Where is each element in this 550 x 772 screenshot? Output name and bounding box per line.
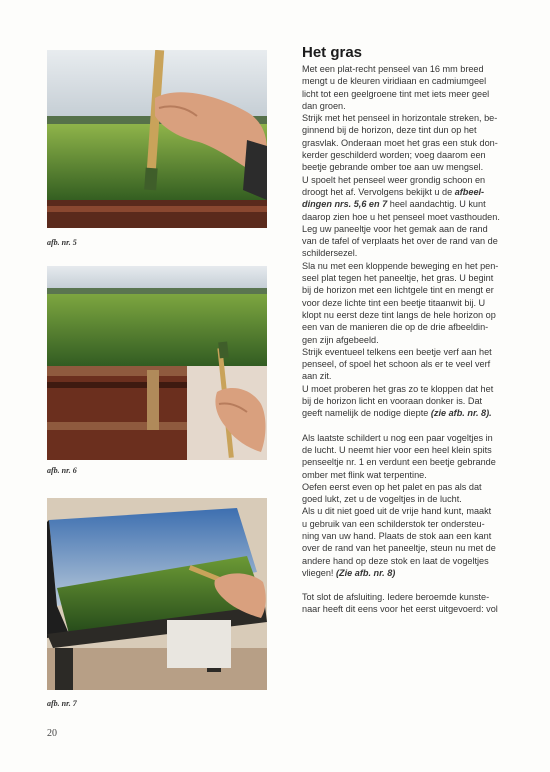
article-line: penseel, of spoel het schoon als er te veel verf [302, 359, 491, 370]
article-line: daarop zien hoe u het penseel moet vasthouden. [302, 211, 500, 222]
article-line: dan groen. [302, 100, 346, 111]
article-line: U spoelt het penseel weer grondig schoon en [302, 174, 486, 185]
article-line: omber met flink wat terpentine. [302, 469, 427, 480]
article-line: dingen nrs. 5,6 en 7 heel aandachtig. U kunt [302, 199, 486, 210]
article-line: grasvlak. Onderaan moet het gras een stuk don- [302, 137, 498, 148]
article-line: aan zit. [302, 371, 332, 382]
page-number: 20 [47, 728, 57, 739]
paragraph-gap [302, 420, 530, 432]
article-line: Met een plat-recht penseel van 16 mm breed [302, 64, 484, 74]
article-line: kerder geschilderd worden; voeg daarom een [302, 150, 486, 161]
article-line: andere hand op deze stok en laat de vogeltjes [302, 555, 489, 566]
article-line: Tot slot de afsluiting. Iedere beroemde kunste- [302, 592, 490, 603]
article-line: U moet proberen het gras zo te kloppen dat het [302, 383, 494, 394]
figure-6-photo [47, 266, 267, 460]
figure-6-caption: afb. nr. 6 [47, 466, 77, 475]
article-line: schildersezel. [302, 248, 358, 259]
article-line: ginnend bij de horizon, deze tint dun op het [302, 125, 477, 136]
easel-painting-photo [47, 498, 267, 690]
article-line: de lucht. U neemt hier voor een heel klein spits [302, 444, 492, 455]
article-line: Als laatste schildert u nog een paar vogeltjes in [302, 432, 493, 443]
article-line: u gebruik van een schilderstok ter ondersteu- [302, 518, 485, 529]
article-line: naar heeft dit eens voor het eerst uitgevoerd: vol [302, 604, 498, 615]
article-line: Oefen eerst even op het palet en pas als dat [302, 481, 482, 492]
article-line: droogt het af. Vervolgens bekijkt u de afbeel- [302, 186, 485, 197]
article-line: bij de horizon met een lichtgele tint en mengt er [302, 285, 494, 296]
grass-painting-photo [47, 50, 267, 228]
meadow-painting-photo [47, 266, 267, 460]
article-line: mengt u de kleuren viridiaan en cadmiumgeel [302, 76, 487, 87]
article-body [302, 63, 530, 616]
article-line: Leg uw paneeltje voor het gemak aan de rand [302, 223, 488, 234]
article-line: Strijk eventueel telkens een beetje verf aan het [302, 346, 492, 357]
article-line: Strijk met het penseel in horizontale streken, be- [302, 113, 498, 124]
figure-7-photo [47, 498, 267, 690]
article-line: ning van uw hand. Plaats de stok aan een kant [302, 530, 492, 541]
article-line: een van de manieren die op de drie afbeeldin- [302, 322, 489, 333]
article-line: klopt nu eerst deze tint langs de hele horizon op [302, 309, 496, 320]
figure-7-caption: afb. nr. 7 [47, 699, 77, 708]
article-line: beetje gebrande omber toe aan uw mengsel. [302, 162, 484, 173]
article-line: geeft namelijk de nodige diepte (zie afb. nr. 8). [302, 408, 492, 419]
article-line: van de tafel of verplaats het over de rand van de [302, 236, 498, 247]
article-line: voor deze lichte tint een beetje titaanwit bij. U [302, 297, 486, 308]
paragraph-gap [302, 579, 530, 591]
article-line: gen zijn afgebeeld. [302, 334, 379, 345]
article-line: Als u dit niet goed uit de vrije hand kunt, maakt [302, 506, 492, 517]
article-column [302, 44, 530, 616]
article-line: Sla nu met een kloppende beweging en het pen- [302, 260, 499, 271]
article-heading: Het gras [302, 44, 363, 61]
article-line: penseeltje nr. 1 en verdunt een beetje gebrande [302, 457, 496, 468]
figure-5-caption: afb. nr. 5 [47, 238, 77, 247]
article-line: seel plat tegen het paneeltje, het gras. U begint [302, 273, 494, 284]
article-line: goed lukt, zet u de vogeltjes in de lucht. [302, 494, 462, 505]
article-line: vliegen! (Zie afb. nr. 8) [302, 567, 396, 578]
article-line: over de rand van het paneeltje, steun nu met de [302, 543, 496, 554]
article-line: bij de horizon licht en vooraan donker is. Dat [302, 396, 483, 407]
article-line: licht tot een geelgroene tint met iets meer geel [302, 88, 490, 99]
figure-5-photo [47, 50, 267, 228]
